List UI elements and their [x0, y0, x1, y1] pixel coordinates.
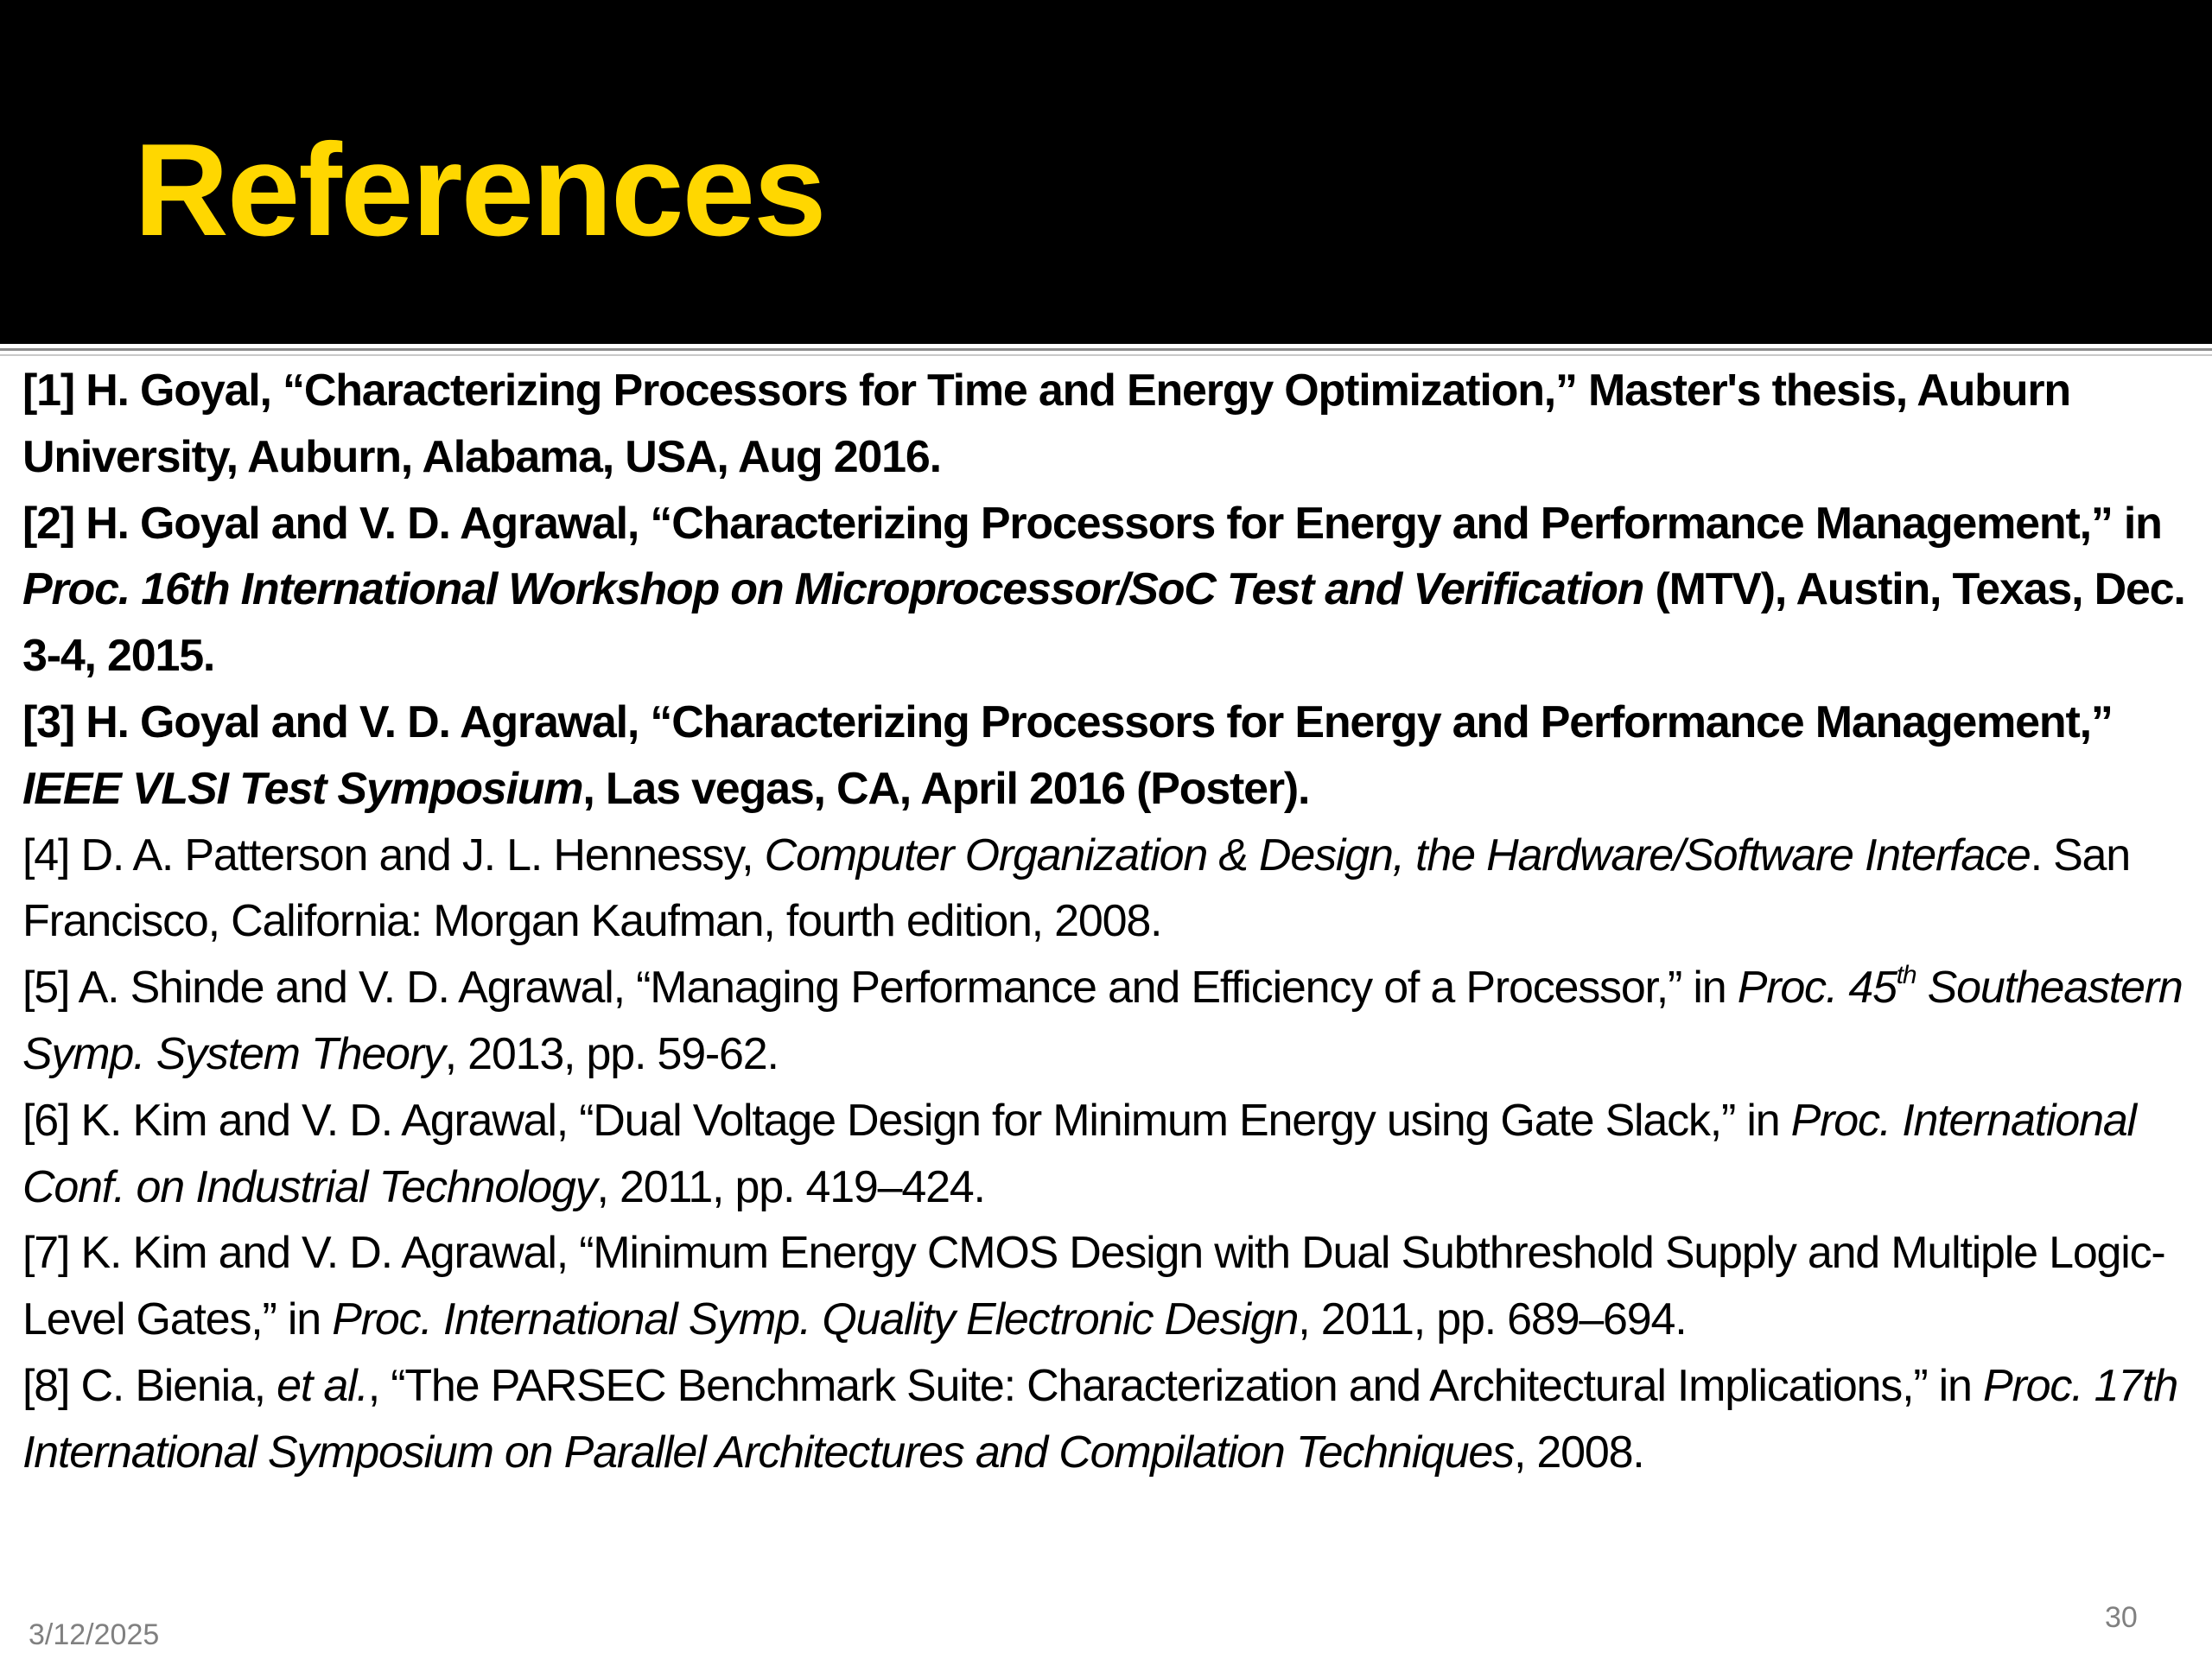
title-divider: [0, 348, 2212, 351]
reference-label: [8]: [22, 1360, 70, 1411]
reference-venue: Proc. International Symp. Quality Electronic Design: [332, 1294, 1299, 1345]
reference-details: . San Francisco, California: Morgan Kaufman, fourth edition, 2008.: [22, 830, 2130, 947]
reference-label: [5]: [22, 963, 70, 1014]
reference-list: [22, 358, 2196, 1486]
ordinal-suffix: th: [1896, 961, 1916, 990]
reference-et-al: et al.: [276, 1360, 368, 1411]
slide-number: 30: [2105, 1601, 2138, 1634]
reference-venue: Computer Organization & Design, the Hardware/Software Interface: [764, 830, 2031, 880]
reference-authors: C. Bienia,: [69, 1360, 277, 1411]
slide-title: References: [134, 117, 825, 264]
reference-8: [22, 1353, 2196, 1486]
reference-details: (MTV), Austin, Texas, Dec. 3-4, 2015.: [22, 564, 2185, 682]
reference-label: [4]: [22, 830, 70, 880]
reference-authors: K. Kim and V. D. Agrawal, “Dual Voltage Design for Minimum Energy using Gate Slack,” in: [69, 1095, 1791, 1146]
reference-venue: IEEE VLSI Test Symposium: [22, 763, 583, 814]
reference-5: [22, 955, 2196, 1088]
reference-label: [3]: [22, 696, 74, 747]
reference-1: [22, 358, 2196, 491]
reference-details: , Las vegas, CA, April 2016 (Poster).: [582, 763, 1310, 814]
reference-venue: Proc. 16th International Workshop on Microprocessor/SoC Test and Verification: [22, 564, 1644, 615]
reference-authors: D. A. Patterson and J. L. Hennessy,: [69, 830, 765, 880]
reference-authors: K. Kim and V. D. Agrawal, “Minimum Energy CMOS Design with Dual Subthreshold Supply and Multiple Logic-Level Gates,” in: [22, 1228, 2165, 1345]
reference-7: [22, 1220, 2196, 1353]
reference-details: , 2013, pp. 59-62.: [444, 1028, 779, 1079]
reference-details: , 2011, pp. 689–694.: [1298, 1294, 1687, 1345]
reference-text: H. Goyal, “Characterizing Processors for Time and Energy Optimization,” Master's thesis, Auburn University, Auburn, Alabama, USA, Aug 2016.: [22, 365, 2070, 482]
reference-label: [6]: [22, 1095, 70, 1146]
reference-venue: Proc. 17th International Symposium on Parallel Architectures and Compilation Techniques: [22, 1360, 2178, 1478]
reference-details: , 2011, pp. 419–424.: [596, 1161, 985, 1212]
reference-authors: , “The PARSEC Benchmark Suite: Characterization and Architectural Implications,” in: [367, 1360, 1984, 1411]
reference-authors: H. Goyal and V. D. Agrawal, “Characterizing Processors for Energy and Performance Management,” in: [73, 498, 2162, 549]
reference-venue: Proc. International Conf. on Industrial Technology: [22, 1095, 2136, 1212]
reference-3: [22, 690, 2196, 823]
footer-date: 3/12/2025: [29, 1618, 160, 1651]
reference-4: [22, 823, 2196, 956]
reference-venue-part: Southeastern Symp. System Theory: [22, 963, 2183, 1079]
title-bar: [0, 0, 2212, 344]
reference-label: [7]: [22, 1228, 70, 1279]
reference-venue-part: Proc. 45: [1737, 963, 1897, 1014]
reference-authors: H. Goyal and V. D. Agrawal, “Characterizing Processors for Energy and Performance Management,”: [73, 696, 2113, 747]
reference-details: , 2008.: [1513, 1427, 1644, 1478]
reference-authors: A. Shinde and V. D. Agrawal, “Managing Performance and Efficiency of a Processor,” in: [69, 963, 1738, 1014]
reference-6: [22, 1088, 2196, 1221]
reference-2: [22, 491, 2196, 690]
reference-label: [2]: [22, 498, 74, 549]
title-divider-secondary: [0, 354, 2212, 356]
reference-label: [1]: [22, 365, 74, 416]
